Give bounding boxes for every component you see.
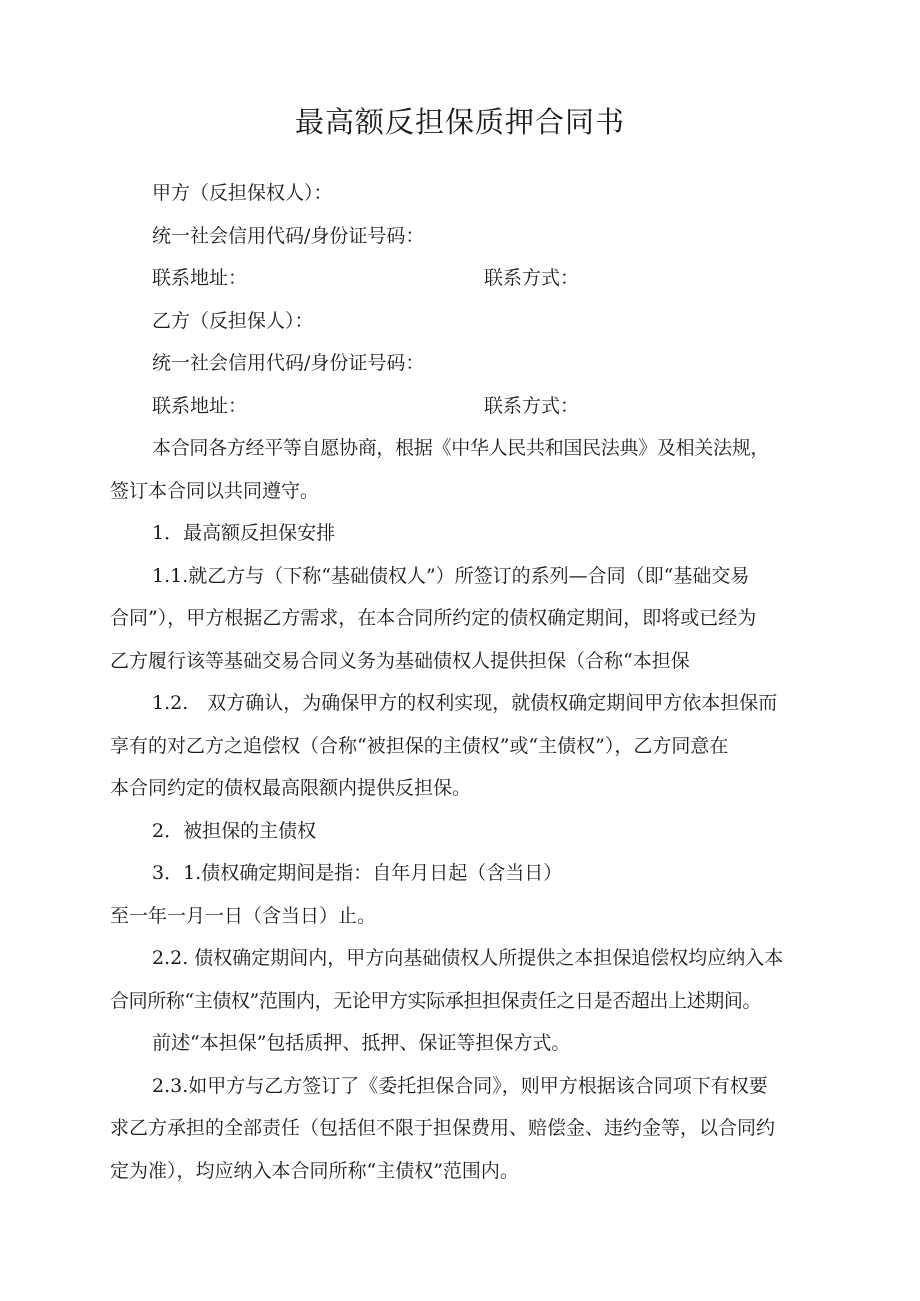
- clause-3-1-line-1: 3．1.债权确定期间是指：自年月日起（含当日）: [152, 862, 563, 884]
- preamble-line-1: 本合同各方经平等自愿协商，根据《中华人民共和国民法典》及相关法规，: [152, 437, 770, 459]
- clause-2-3-line-3: 定为准），均应纳入本合同所称“主债权”范围内。: [110, 1160, 519, 1182]
- clause-2-2-line-2: 合同所称“主债权”范围内，无论甲方实际承担担保责任之日是否超出上述期间。: [110, 990, 762, 1012]
- party-b-contact-label: 联系方式：: [484, 395, 580, 417]
- clause-3-1-line-2: 至一年一月一日（含当日）止。: [110, 905, 377, 927]
- party-b-credit-code-label: 统一社会信用代码/身份证号码：: [152, 352, 425, 374]
- clause-1-1-line-2: 合同”），甲方根据乙方需求，在本合同所约定的债权确定期间，即将或已经为: [110, 607, 757, 629]
- clause-2-2-note: 前述“本担保”包括质押、抵押、保证等担保方式。: [152, 1032, 571, 1054]
- party-a-name-label: 甲方（反担保权人）：: [152, 182, 333, 204]
- clause-2-3-line-1: 2.3.如甲方与乙方签订了《委托担保合同》，则甲方根据该合同项下有权要: [152, 1075, 768, 1097]
- party-a-address-label: 联系地址：: [152, 267, 248, 289]
- clause-1-2-line-1: 1.2. 双方确认，为确保甲方的权利实现，就债权确定期间甲方依本担保而: [152, 692, 778, 714]
- clause-1-2-line-2: 享有的对乙方之追偿权（合称“被担保的主债权”或“主债权”），乙方同意在: [110, 735, 729, 757]
- section-2-heading: 2．被担保的主债权: [152, 820, 317, 842]
- party-b-address-label: 联系地址：: [152, 395, 248, 417]
- preamble-line-2: 签订本合同以共同遵守。: [110, 480, 320, 502]
- clause-2-3-line-2: 求乙方承担的全部责任（包括但不限于担保费用、赔偿金、违约金等，以合同约: [110, 1117, 776, 1139]
- party-a-contact-label: 联系方式：: [484, 267, 580, 289]
- clause-1-2-line-3: 本合同约定的债权最高限额内提供反担保。: [110, 777, 472, 799]
- section-1-heading: 1．最高额反担保安排: [152, 522, 336, 544]
- party-b-name-label: 乙方（反担保人）：: [152, 310, 314, 332]
- document-title: 最高额反担保质押合同书: [294, 105, 625, 139]
- clause-1-1-line-1: 1.1.就乙方与（下称“基础债权人”）所签订的系列—合同（即“基础交易: [152, 565, 750, 587]
- clause-1-1-line-3: 乙方履行该等基础交易合同义务为基础债权人提供担保（合称“本担保: [110, 650, 690, 672]
- clause-2-2-line-1: 2.2. 债权确定期间内，甲方向基础债权人所提供之本担保追偿权均应纳入本: [152, 947, 784, 969]
- party-a-credit-code-label: 统一社会信用代码/身份证号码：: [152, 225, 425, 247]
